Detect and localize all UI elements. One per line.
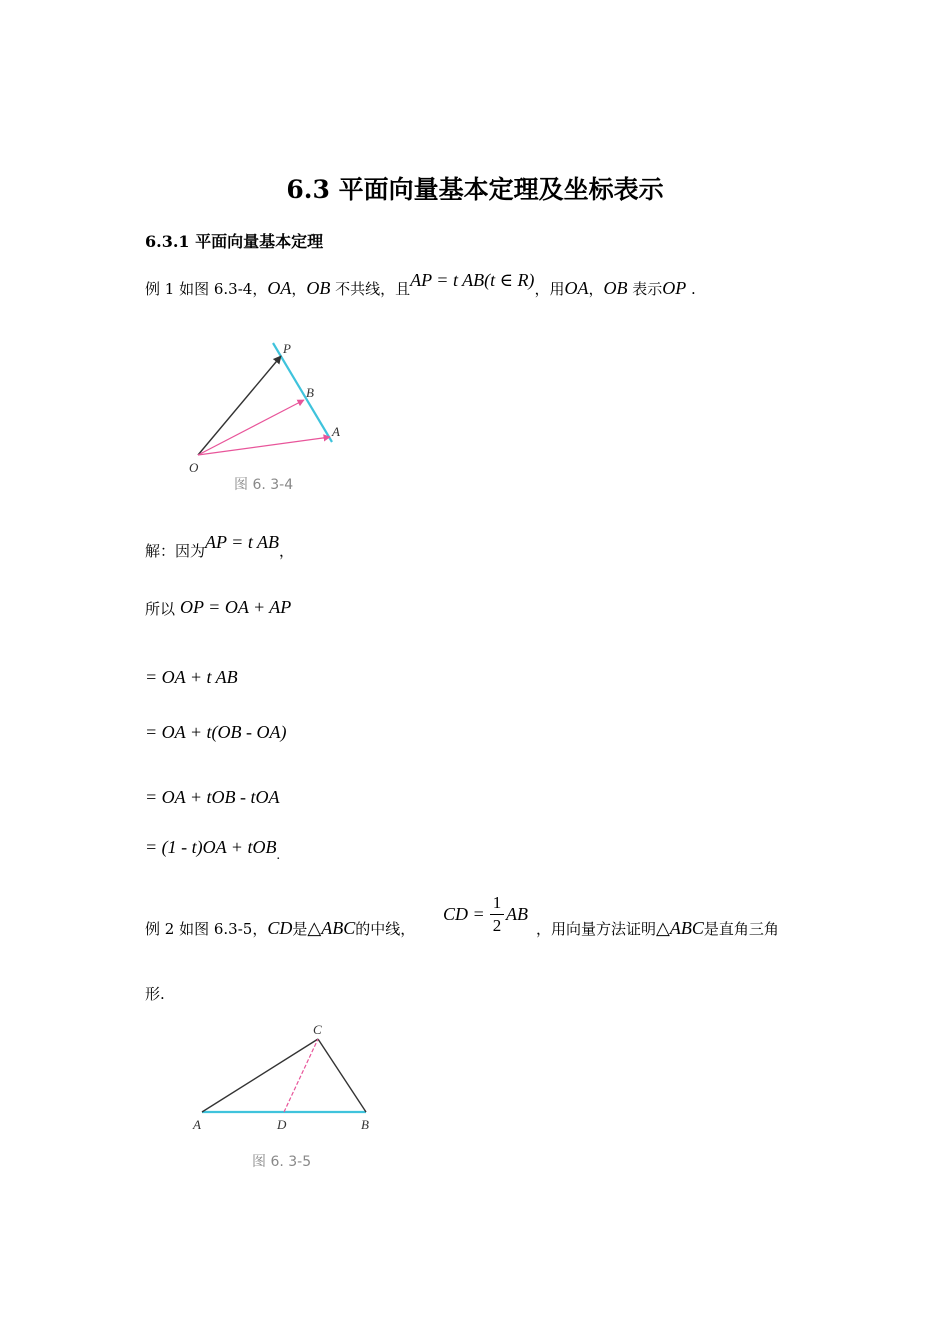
vector-oa: OA bbox=[267, 278, 292, 298]
vector-op-arrow bbox=[198, 356, 281, 455]
represent-text: 表示 bbox=[632, 280, 663, 298]
example2-line-rest bbox=[536, 918, 779, 939]
section-title: 6.3.1 平面向量基本定理 bbox=[145, 232, 324, 251]
example2-prefix: 例 2 如图 6.3-5， bbox=[145, 920, 268, 938]
vector-oa-2: OA bbox=[564, 278, 589, 298]
median-text: 的中线， bbox=[355, 920, 416, 938]
solution-intro: 解：因为 bbox=[145, 542, 206, 560]
fraction-bar bbox=[490, 914, 504, 915]
vector-op: OP bbox=[662, 278, 687, 298]
vector-ob-2: OB bbox=[603, 278, 628, 298]
figure-6-3-5 bbox=[185, 1015, 385, 1175]
example1-prefix: 例 1 如图 6.3-4， bbox=[145, 280, 268, 298]
segment-ac-line bbox=[202, 1039, 318, 1112]
label-a: A bbox=[193, 1117, 201, 1132]
so-text: 所以 bbox=[145, 600, 176, 618]
derivation-line-4: = OA + tOB - tOA bbox=[145, 787, 280, 807]
fraction-numerator: 1 bbox=[492, 893, 502, 912]
use-text: ，用 bbox=[534, 280, 565, 298]
derivation-line-2: = OA + t AB bbox=[145, 667, 238, 687]
final-expression: = (1 - t)OA + tOB bbox=[145, 837, 277, 857]
figure2-caption: 图 6. 3-5 bbox=[252, 1154, 312, 1170]
label-b: B bbox=[306, 385, 314, 400]
label-p: P bbox=[283, 341, 291, 356]
figure1-caption: 图 6. 3-4 bbox=[234, 477, 294, 493]
vector-ob: OB bbox=[306, 278, 331, 298]
derivation-line-1: OP = OA + AP bbox=[180, 597, 292, 617]
triangle-abc: △ABC bbox=[307, 918, 356, 938]
period: . bbox=[691, 280, 696, 298]
label-o: O bbox=[189, 460, 199, 475]
fraction bbox=[490, 893, 504, 936]
cd-equation bbox=[443, 904, 485, 925]
comma: ， bbox=[588, 280, 604, 298]
segment-cd: CD bbox=[267, 918, 293, 938]
noncollinear-text: 不共线，且 bbox=[335, 280, 411, 298]
condition-formula: AP = t AB(t ∈ R) bbox=[410, 270, 535, 290]
fraction-denominator: 2 bbox=[492, 916, 502, 935]
vector-ob-arrow bbox=[198, 400, 304, 455]
solution-so-line bbox=[145, 598, 175, 619]
example2-line bbox=[145, 918, 415, 939]
example1-line bbox=[145, 270, 696, 299]
derivation-line-5 bbox=[145, 837, 280, 863]
page-title: 6.3 平面向量基本定理及坐标表示 bbox=[286, 175, 664, 204]
label-b: B bbox=[361, 1117, 369, 1132]
example2-line-2: 形. bbox=[145, 985, 165, 1003]
prove-text: ，用向量方法证明 bbox=[536, 920, 657, 938]
comma: ， bbox=[291, 280, 307, 298]
solution-intro-line bbox=[145, 532, 295, 561]
label-a: A bbox=[332, 424, 340, 439]
period: . bbox=[276, 848, 280, 863]
segment-cb-line bbox=[318, 1039, 366, 1112]
given-formula: AP = t AB bbox=[205, 532, 279, 552]
label-c: C bbox=[313, 1022, 322, 1037]
vector-oa-arrow bbox=[198, 437, 330, 455]
derivation-line-3: = OA + t(OB - OA) bbox=[145, 722, 287, 742]
figure-6-3-4 bbox=[180, 335, 380, 500]
label-d: D bbox=[277, 1117, 287, 1132]
comma: ， bbox=[279, 542, 295, 560]
segment-ab: AB bbox=[506, 904, 528, 924]
cd-eq: CD = bbox=[443, 904, 485, 924]
right-triangle-text: 是直角三角 bbox=[703, 920, 779, 938]
is-text: 是 bbox=[292, 920, 308, 938]
triangle-abc-2: △ABC bbox=[656, 918, 704, 938]
line-pba bbox=[273, 343, 332, 442]
